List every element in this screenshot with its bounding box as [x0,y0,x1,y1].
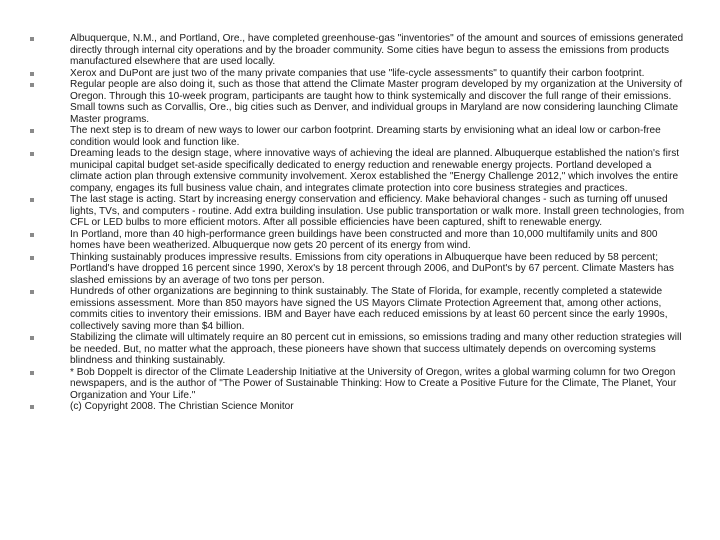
bullet-square-icon [30,371,34,375]
bullet-square-icon [30,198,34,202]
list-item [30,148,686,194]
bullet-text: The next step is to dream of new ways to lower our carbon footprint. Dreaming starts by envisioning what an ideal low or carbon-free condition would look and function like. [70,125,661,148]
bullet-square-icon [30,233,34,237]
list-item [30,332,686,367]
bullet-text: Albuquerque, N.M., and Portland, Ore., have completed greenhouse-gas "inventories" of the amount and sources of emissions generated directly through internal city operations and by the broader community. Some cities have begun to assess the emissions from products manufactured elsewhere that are used locally. [70,33,684,67]
list-item [30,252,686,287]
list-item [30,125,686,148]
bullet-square-icon [30,129,34,133]
bullet-square-icon [30,72,34,76]
bullet-text: Hundreds of other organizations are beginning to think sustainably. The State of Florida, for example, recently completed a statewide emissions assessment. More than 850 mayors have signed the US Mayors Climate Protection Agreement that, among other actions, commits cities to inventory their emissions. IBM and Bayer have each reduced emissions by at least 60 percent since the early 1990s, collectively saving more than $4 billion. [70,286,668,332]
list-item [30,68,686,80]
list-item [30,401,686,413]
list-item [30,367,686,402]
list-item [30,229,686,252]
list-item [30,286,686,332]
bullet-text: (c) Copyright 2008. The Christian Science Monitor [70,401,294,412]
list-item [30,79,686,125]
bullet-text: Thinking sustainably produces impressive results. Emissions from city operations in Albuquerque have been reduced by 58 percent; Portland's have dropped 16 percent since 1990, Xerox's by 18 percent through 2006, and DuPont's by 67 percent. Climate Masters has slashed emissions by an average of two tons per person. [70,251,674,286]
bullet-square-icon [30,290,34,294]
bullet-text: In Portland, more than 40 high-performance green buildings have been constructed and more than 10,000 multifamily units and 800 homes have been weatherized. Albuquerque now gets 20 percent of its energy from wind. [70,228,658,251]
bullet-text: Xerox and DuPont are just two of the many private companies that use "life-cycle assessments" to quantify their carbon footprint. [70,67,645,79]
bullet-square-icon [30,37,34,41]
bullet-list [30,33,686,413]
bullet-square-icon [30,336,34,340]
bullet-text: Regular people are also doing it, such as those that attend the Climate Master program developed by my organization at the University of Oregon. Through this 10-week program, participants are taught how to think systemically and discover the full range of their emissions. Small towns such as Corvallis, Ore., big cities such as Denver, and individual groups in Maryland are now considering launching Climate Master programs. [70,79,683,125]
bullet-text: Stabilizing the climate will ultimately require an 80 percent cut in emissions, so emissions trading and many other reduction strategies will be needed. But, no matter what the approach, these pioneers have shown that success ultimately depends on overcoming systems blindness and thinking sustainably. [70,332,682,366]
bullet-text: * Bob Doppelt is director of the Climate Leadership Initiative at the University of Oregon, writes a global warming column for two Oregon newspapers, and is the author of "The Power of Sustainable Thinking: How to Create a Positive Future for the Climate, The Planet, Your Organization and Your Life." [70,366,677,401]
bullet-square-icon [30,405,34,409]
bullet-square-icon [30,152,34,156]
bullet-text: Dreaming leads to the design stage, where innovative ways of achieving the ideal are planned. Albuquerque established the nation's first municipal capital budget set-aside specifically dedicated to energy reduction and renewable energy projects. Portland developed a climate action plan through extensive community involvement. Xerox established the "Energy Challenge 2012," which involves the entire company, engages its full business value chain, and integrates climate protection into core business strategies and practices. [70,148,680,194]
list-item [30,33,686,68]
bullet-square-icon [30,83,34,87]
list-item [30,194,686,229]
bullet-square-icon [30,256,34,260]
bullet-text: The last stage is acting. Start by increasing energy conservation and efficiency. Make behavioral changes - such as turning off unused lights, TVs, and computers - routine. Add extra building insulation. Use public transportation or walk more. Install green technologies, from CFL or LED bulbs to more efficient motors. After all possible efficiencies have been captured, shift to renewable energy. [70,194,685,228]
